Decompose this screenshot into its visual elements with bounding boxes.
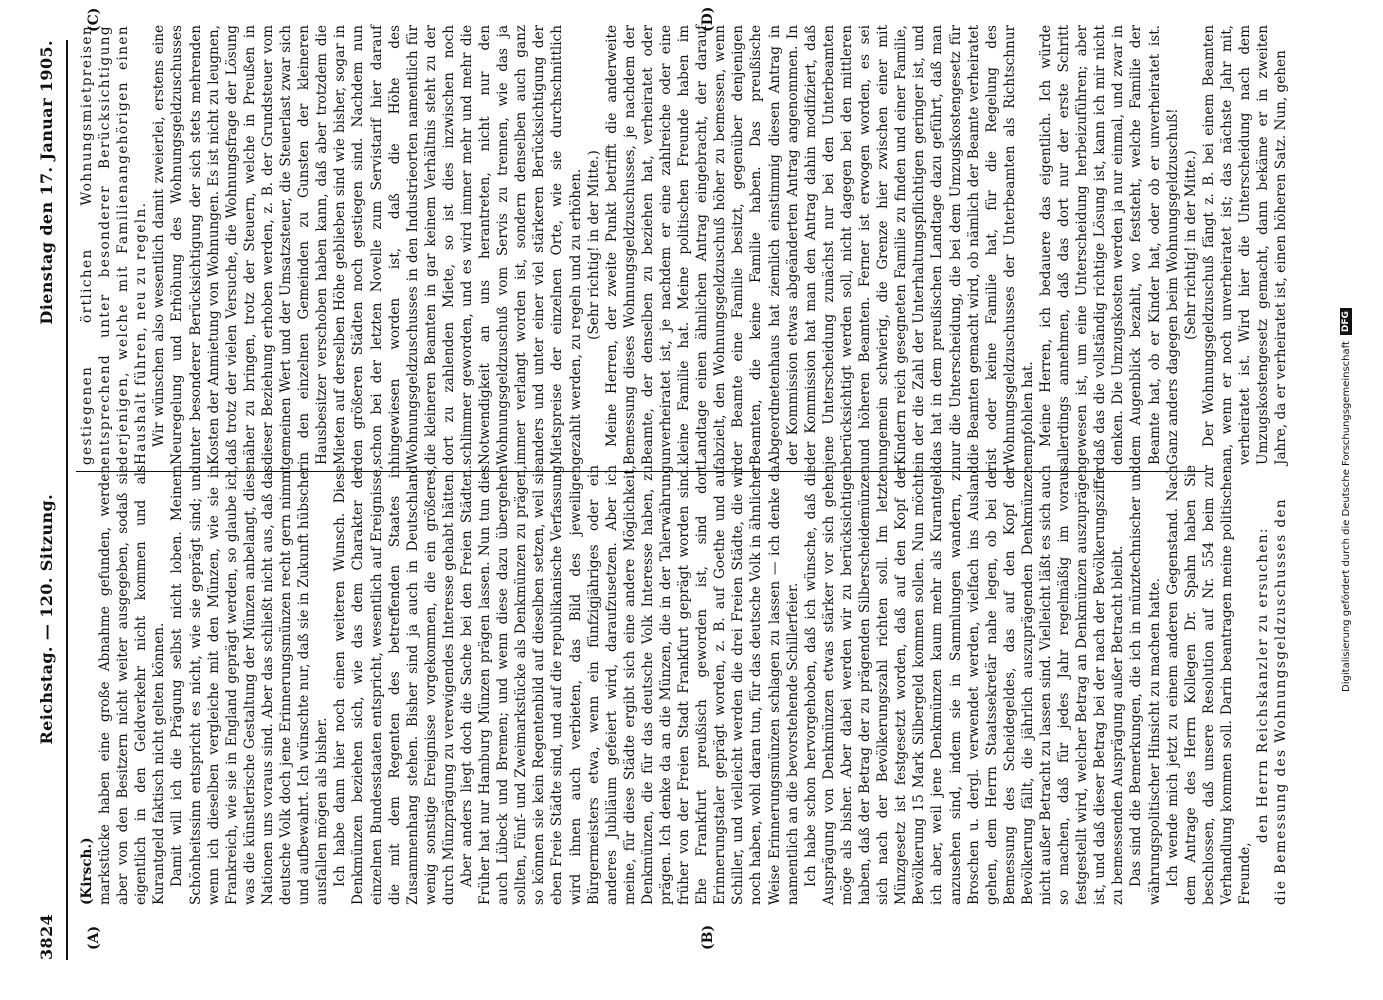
resolution-text: die Bemessung des Wohnungsgeldzuschusses den	[1273, 497, 1290, 905]
column-divider	[76, 471, 1206, 472]
speaker-label: (Kirsch.)	[79, 837, 95, 905]
paragraph: Aber anders liegt doch die Sache bei den Freien Städten. Früher hat nur Hamburg Münzen prägen lassen. Nun tun dies auch Lübeck und Bremen; und wenn diese dazu übergehen sollten, Fünf- und Zweimarkstücke als Denkmünzen zu prägen, so können sie kein Regentenbild auf dieselben setzen, weil sie eben Freie Städte sind, und auf die republikanische Verfassung wird ihnen auch verbieten, das Bild des jeweiligen Bürgermeisters etwa, wenn ein fünfzigjähriges oder ein anderes Jubiläum gefeiert wird, daraufzusetzen. Aber ich meine, für diese Städte ergibt sich eine andere Möglichkeit, Denkmünzen, die für das deutsche Volk Interesse haben, zu prägen. Ich denke da an die Münzen, die in der Talerwährung früher von der Freien Stadt Frankfurt geprägt worden sind. Ehe Frankfurt preußisch geworden ist, sind dort Erinnerungstaler geprägt worden, z. B. auf Goethe und auf Schiller, und vielleicht werden die drei Freien Städte, die wir noch haben, wohl daran tun, für das deutsche Volk in ähnlicher Weise Erinnerungsmünzen schlagen zu lassen — ich denke da namentlich an die bevorstehende Schillerfeier.	[458, 465, 801, 905]
interjection: (Sehr richtig! in der Mitte.)	[1182, 150, 1199, 340]
margin-marker-b: (B)	[700, 924, 716, 950]
margin-marker-d: (D)	[700, 6, 716, 32]
paragraph: Das sind die Bemerkungen, die ich in münztechnischer und währungspolitischer Hinsicht zu machen hatte.	[1128, 465, 1163, 905]
credit-text: Digitalisierung gefördert durch die Deutsche Forschungsgemeinschaft	[1340, 341, 1352, 692]
header-rule	[66, 40, 68, 960]
digitization-credit	[1340, 30, 1352, 970]
margin-marker-c: (C)	[86, 7, 102, 32]
resolution-intro: den Herrn Reichskanzler zu ersuchen:	[1255, 527, 1272, 843]
margin-marker-a: (A)	[86, 925, 102, 950]
dfg-logo: DFG	[1340, 308, 1352, 335]
right-column	[78, 25, 1290, 465]
paragraph: Wir wünschen also wesentlich damit zweierlei, erstens eine Neuregelung und Erhöhung des Wohnungsgeldzuschusses unter besonderer Berücksichtigung der sich stets mehrenden Kosten der Anmietung von Wohnungen. Es ist nicht zu leugnen, daß trotz der vielen Versuche, die Wohnungsfrage der Lösung näher zu bringen, trotz der Steuern, welche in Preußen in dieser Beziehung erhoben werden, z. B. der Grundsteuer vom gemeinen Wert und der Umsatzsteuer, die Steuerlast zwar sich in den einzelnen Gemeinden zu Gunsten der kleineren Hausbesitzer verschoben haben kann, daß aber trotzdem die Mieten auf derselben Höhe geblieben sind wie bisher, sogar in den größeren Städten noch gestiegen sind. Nachdem nun schon bei der letzten Novelle zum Servistarif hier darauf hingewiesen worden ist, daß die Höhe des Wohnungsgeldzuschusses in den Industrieorten namentlich für die kleineren Beamten in gar keinem Verhältnis steht zu der dort zu zahlenden Miete, so ist dies inzwischen noch schlimmer geworden, und es wird immer mehr und mehr die Notwendigkeit an uns herantreten, nicht nur den Wohnungsgeldzuschuß vom Servis zu trennen, wie das ja immer verlangt worden ist, sondern denselben auch ganz anders und unter einer viel stärkeren Berücksichtigung der Mietspreise der einzelnen Orte, wie sie durchschnittlich gezahlt werden, zu regeln und zu erhöhen.	[151, 25, 584, 465]
paragraph: Damit will ich die Prägung selbst nicht loben. Meinem Schönheitssinn entspricht es nicht, wie sie geprägt sind; und wenn ich dieselben vergleiche mit den Münzen, wie sie in Frankreich, wie sie in England geprägt werden, so glaube ich, was die künstlerische Gestaltung der Münzen anbelangt, diese Nationen uns voraus sind. Aber das schließt nicht aus, daß das deutsche Volk doch jene Erinnerungsmünzen recht gern nimmt und aufbewahrt. Ich wünschte nur, daß sie in Zukunft hübscher ausfallen mögen als bisher.	[169, 465, 331, 905]
page-title: Reichstag. — 120. Sitzung.	[36, 493, 56, 745]
paragraph: markstücke haben eine große Abnahme gefunden, werden aber von den Besitzern nicht weiter ausgegeben, sodaß sie eigentlich in den Geldverkehr nicht kommen und als Kurantgeld faktisch nicht gelten können.	[97, 465, 168, 905]
paragraph: Ich wende mich jetzt zu einem anderen Gegenstand. Nach dem Antrage des Herrn Kollegen Dr. Spahn haben Sie beschlossen, daß unsere Resolution auf Nr. 554 beim zur Verhandlung kommen soll. Darin beantragen meine politischen Freunde,	[1164, 465, 1253, 905]
page-number: 3824	[36, 913, 56, 960]
paragraph: Meine Herren, ich bedauere das eigentlich. Ich würde allerdings annehmen, daß das dort nur der erste Schritt gewesen ist, um eine Unterscheidung herbeizuführen; aber daß das die vollständig richtige Lösung ist, kann ich mir nicht denken. Die Umzugskosten werden ja nur einmal, und zwar in dem Augenblick bezahlt, wo feststeht, welche Familie der Beamte hat, ob er Kinder hat, oder ob er unverheiratet ist. Ganz anders dagegen beim Wohnungsgeldzuschuß!	[1037, 25, 1181, 465]
paragraph: Ich habe schon hervorgehoben, daß ich wünsche, daß die Ausprägung von Denkmünzen etwas stärker vor sich gehen möge als bisher. Aber dabei werden wir zu berücksichtigen haben, daß der Betrag der zu prägenden Silberscheidemünzen sich nach der Bevölkerungszahl richten soll. Im letzten Münzgesetz ist festgesetzt worden, daß auf den Kopf der Bevölkerung 15 Mark Silbergeld kommen sollen. Nun möchte ich aber, weil jene Denkmünzen kaum mehr als Kurantgeld anzusehen sind, indem sie in Sammlungen wandern, zu Broschen u. dergl. verwendet werden, vielfach ins Ausland gehen, dem Herrn Staatssekretär nahe legen, ob bei der Bemessung des Scheidegeldes, das auf den Kopf der Bevölkerung fällt, die jährlich auszuprägenden Denkmünzen nicht außer Betracht zu lassen sind. Vielleicht läßt es sich auch so machen, daß für jedes Jahr regelmäßig im voraus festgestellt wird, welcher Betrag an Denkmünzen auszuprägen ist, und daß dieser Betrag bei der nach der Bevölkerungsziffer zu bemessenden Ausprägung außer Betracht bleibt.	[802, 465, 1127, 905]
paragraph: Meine Herren, der zweite Punkt betrifft die anderweite Bemessung dieses Wohnungsgeldzuschusses, je nachdem der Beamte, der denselben zu beziehen hat, verheiratet oder unverheiratet ist, je nachdem er eine zahlreiche oder eine kleine Familie hat. Meine politischen Freunde haben im Landtage einen ähnlichen Antrag eingebracht, der darauf abzielt, den Wohnungsgeldzuschuß höher zu bemessen, wenn der Beamte eine Familie besitzt, gegenüber denjenigen Beamten, die keine Familie haben. Das preußische Abgeordnetenhaus hat ziemlich einstimmig diesen Antrag in der Kommission etwas abgeänderten Antrag angenommen. In der Kommission hat man den Antrag dahin modifiziert, daß jene Unterscheidung zunächst nur bei den Unterbeamten berücksichtigt werden soll, nicht dagegen bei den mittleren und höheren Beamten. Ferner ist erwogen worden, es sei ungemein schwierig, die Grenze hier zwischen einer mit Kindern reich gesegneten Familie zu finden und einer Familie, in der die Zahl der Unterhaltungspflichtigen geringer ist, und das hat in dem preußischen Landtage dazu geführt, daß man nur die Unterscheidung, die bei dem Umzugskostengesetz für die Beamten gemacht wird, ob nämlich der Beamte verheiratet ist oder keine Familie hat, für die Regelung des Wohnungsgeldzuschusses der Unterbeamten als Richtschnur empfohlen hat.	[603, 25, 1036, 465]
page-header	[30, 40, 62, 960]
paragraph: Der Wohnungsgeldzuschuß fängt z. B. bei einem Beamten an, wenn er noch unverheiratet ist; das nächste Jahr mit, verheiratet ist. Wird hier die Unterscheidung nach dem Umzugskostengesetz gemacht, dann bekäme er in zweiten Jahre, da er verheiratet ist, einen höheren Satz. Nun, gehen	[1200, 25, 1290, 465]
interjection: (Sehr richtig! in der Mitte.)	[585, 150, 602, 340]
paragraph: gestiegenen örtlichen Wohnungsmietpreisen entsprechend unter besonderer Berücksichtigung derjenigen, welche mit Familienangehörigen einen Haushalt führen, neu zu regeln.	[79, 25, 150, 465]
session-date: Dienstag den 17. Januar 1905.	[36, 40, 56, 325]
left-column	[78, 465, 1290, 905]
paragraph: Ich habe dann hier noch einen weiteren Wunsch. Diese Denkmünzen beziehen sich, wie das dem Charakter der einzelnen Bundesstaaten entspricht, wesentlich auf Ereignisse, die mit dem Regenten des betreffenden Staates in Zusammenhang stehen. Bisher sind ja auch in Deutschland wenig sonstige Ereignisse vorgekommen, die ein größeres, durch Münzprägung zu verewigendes Interesse gehabt hätten.	[332, 465, 457, 905]
